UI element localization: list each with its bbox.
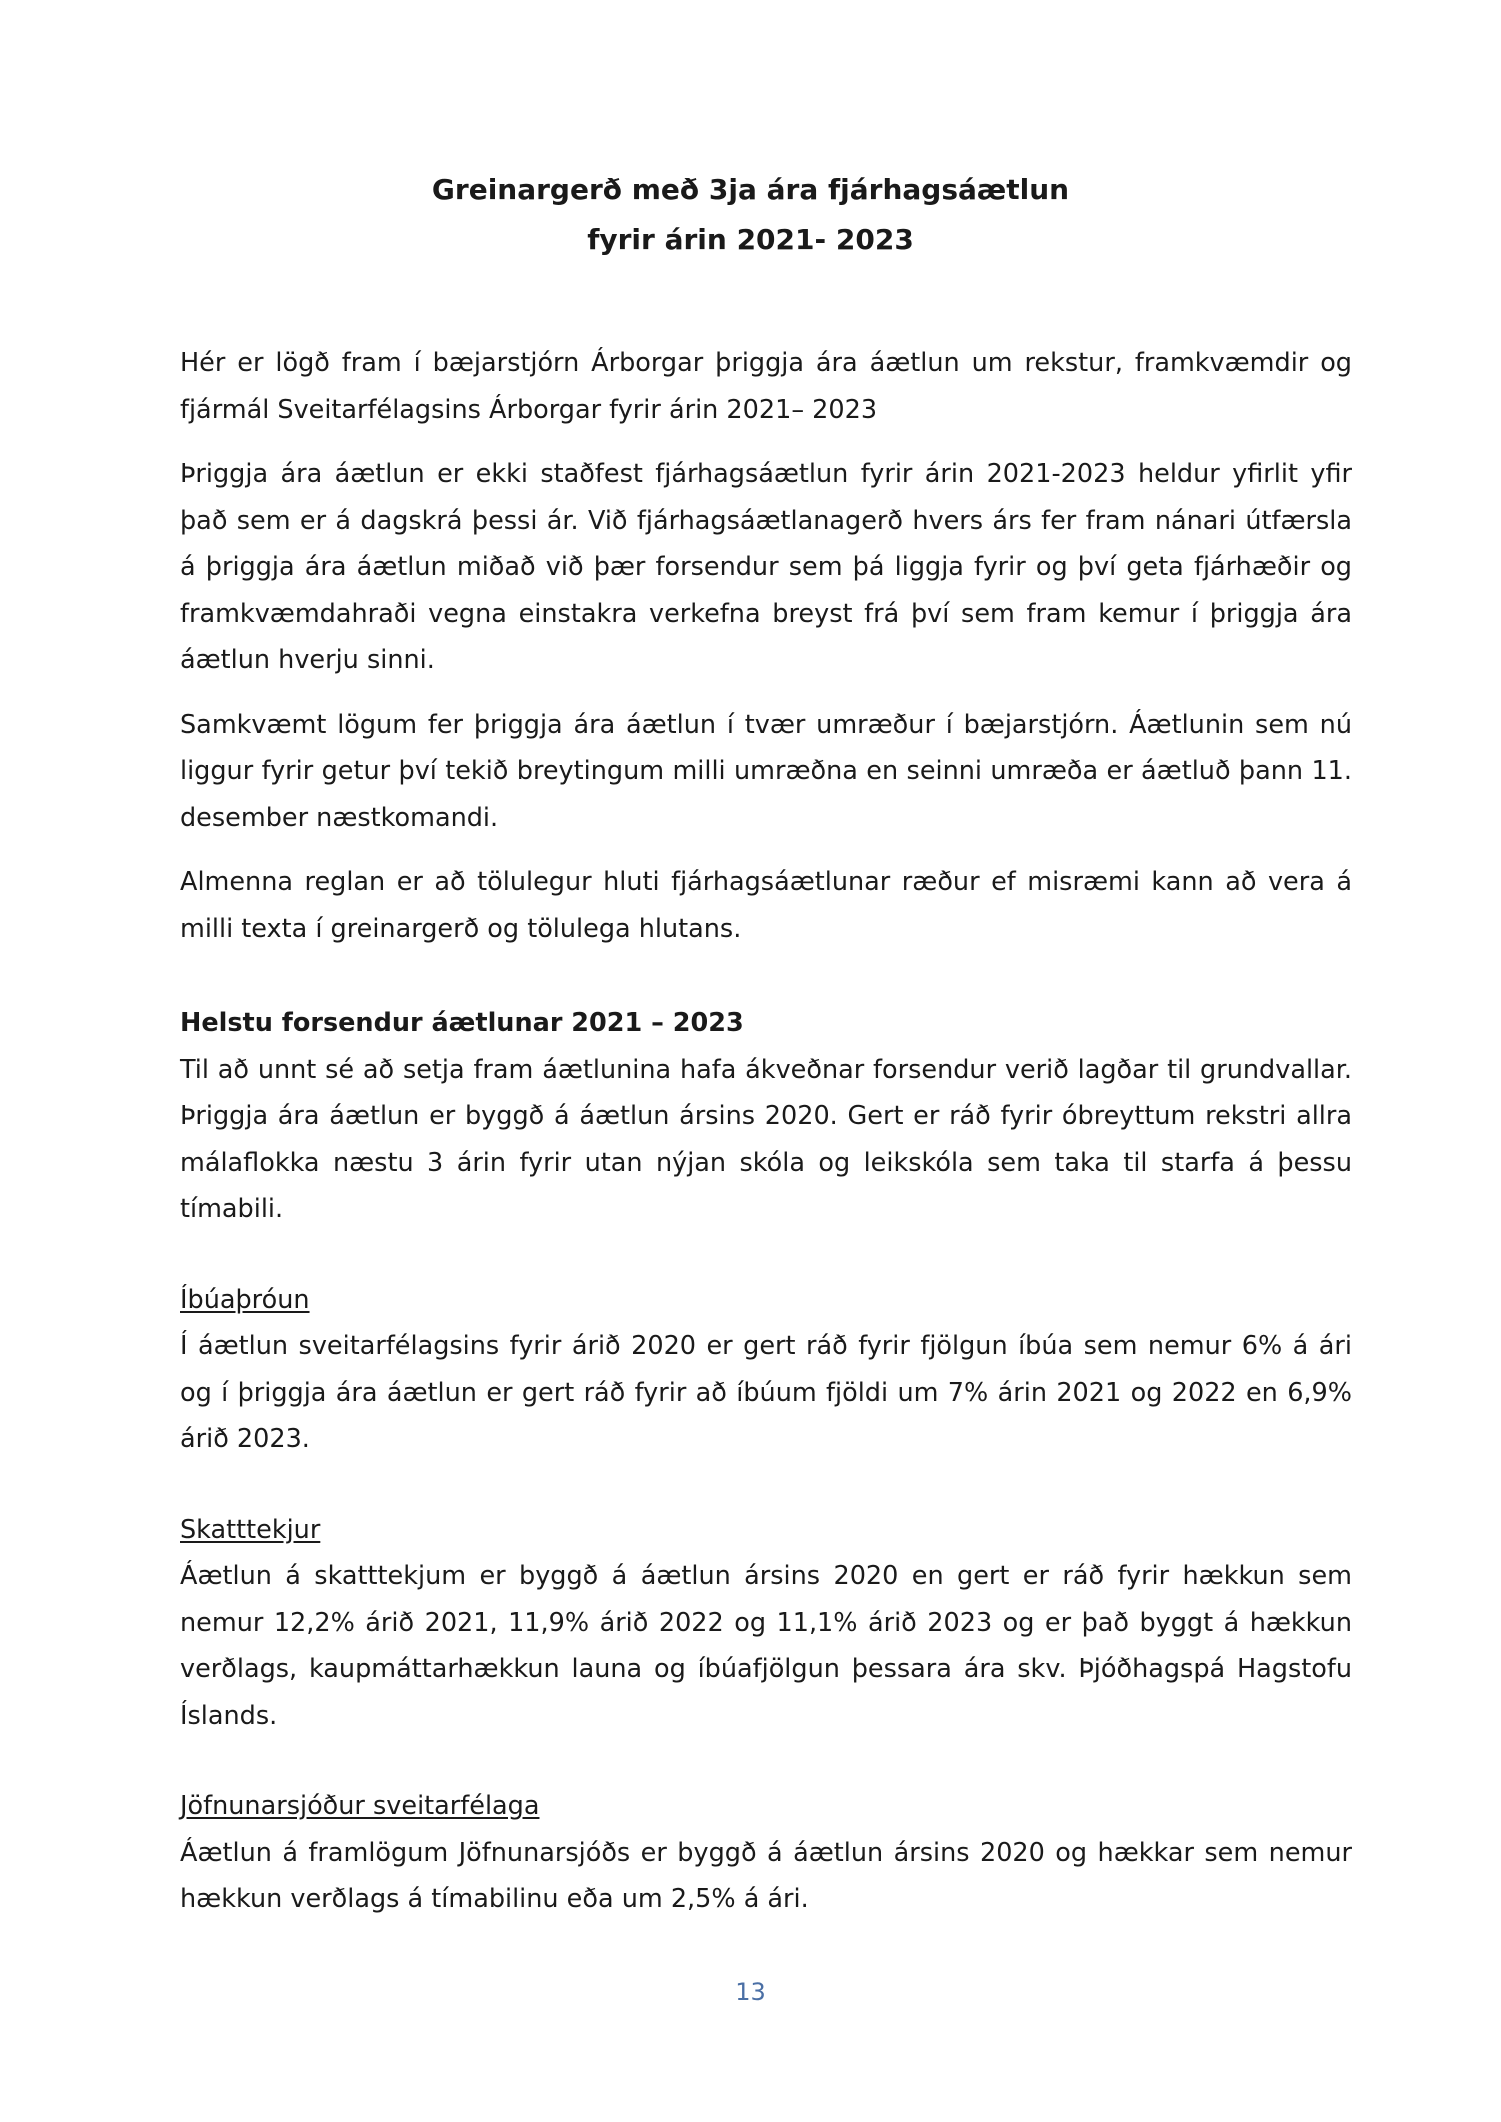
subsection-heading-skatttekjur: Skatttekjur: [180, 1514, 321, 1545]
subsection-paragraph-skatttekjur: Áætlun á skatttekjum er byggð á áætlun ársins 2020 en gert er ráð fyrir hækkun sem nemur 12,2% árið 2021, 11,9% árið 2022 og 11,1% árið 2023 og er það byggt á hækkun verðlags, kaupmáttarhækkun launa og íbúafjölgun þessara ára skv. Þjóðhagspá Hagstofu Íslands.: [180, 1561, 1352, 1731]
subsection-paragraph-jofnunarsjodur: Áætlun á framlögum Jöfnunarsjóðs er byggð á áætlun ársins 2020 og hækkar sem nemur hækkun verðlags á tímabilinu eða um 2,5% á ári.: [180, 1837, 1352, 1914]
intro-paragraph-1: Hér er lögð fram í bæjarstjórn Árborgar þriggja ára áætlun um rekstur, framkvæmdir og fjármál Sveitarfélagsins Árborgar fyrir árin 2021– 2023: [180, 348, 1352, 425]
page-number: 13: [735, 1978, 766, 2006]
document-body: [180, 340, 1352, 1923]
section-paragraph: Til að unnt sé að setja fram áætlunina hafa ákveðnar forsendur verið lagðar til grundvallar. Þriggja ára áætlun er byggð á áætlun ársins 2020. Gert er ráð fyrir óbreyttum rekstri allra málaflokka næstu 3 árin fyrir utan nýjan skóla og leikskóla sem taka til starfa á þessu tímabili.: [180, 1054, 1352, 1224]
subsection-heading-ibuathroun: Íbúaþróun: [180, 1284, 310, 1315]
subsection-heading-jofnunarsjodur: Jöfnunarsjóður sveitarfélaga: [180, 1791, 540, 1821]
title-line-2: fyrir árin 2021- 2023: [587, 223, 914, 256]
section-heading: Helstu forsendur áætlunar 2021 – 2023: [180, 1008, 744, 1038]
intro-paragraph-4: Almenna reglan er að tölulegur hluti fjárhagsáætlunar ræður ef misræmi kann að vera á milli texta í greinargerð og tölulega hlutans.: [180, 867, 1352, 944]
intro-paragraph-3: Samkvæmt lögum fer þriggja ára áætlun í tvær umræður í bæjarstjórn. Áætlunin sem nú liggur fyrir getur því tekið breytingum milli umræðna en seinni umræða er áætluð þann 11. desember næstkomandi.: [180, 709, 1352, 833]
title-line-1: Greinargerð með 3ja ára fjárhagsáætlun: [431, 173, 1070, 206]
document-title: [0, 165, 1501, 265]
subsection-paragraph-ibuathroun: Í áætlun sveitarfélagsins fyrir árið 2020 er gert ráð fyrir fjölgun íbúa sem nemur 6% á ári og í þriggja ára áætlun er gert ráð fyrir að íbúum fjöldi um 7% árin 2021 og 2022 en 6,9% árið 2023.: [180, 1331, 1352, 1454]
intro-paragraph-2: Þriggja ára áætlun er ekki staðfest fjárhagsáætlun fyrir árin 2021-2023 heldur yfirlit yfir það sem er á dagskrá þessi ár. Við fjárhagsáætlanagerð hvers árs fer fram nánari útfærsla á þriggja ára áætlun miðað við þær forsendur sem þá liggja fyrir og því geta fjárhæðir og framkvæmdahraði vegna einstakra verkefna breyst frá því sem fram kemur í þriggja ára áætlun hverju sinni.: [180, 459, 1352, 675]
